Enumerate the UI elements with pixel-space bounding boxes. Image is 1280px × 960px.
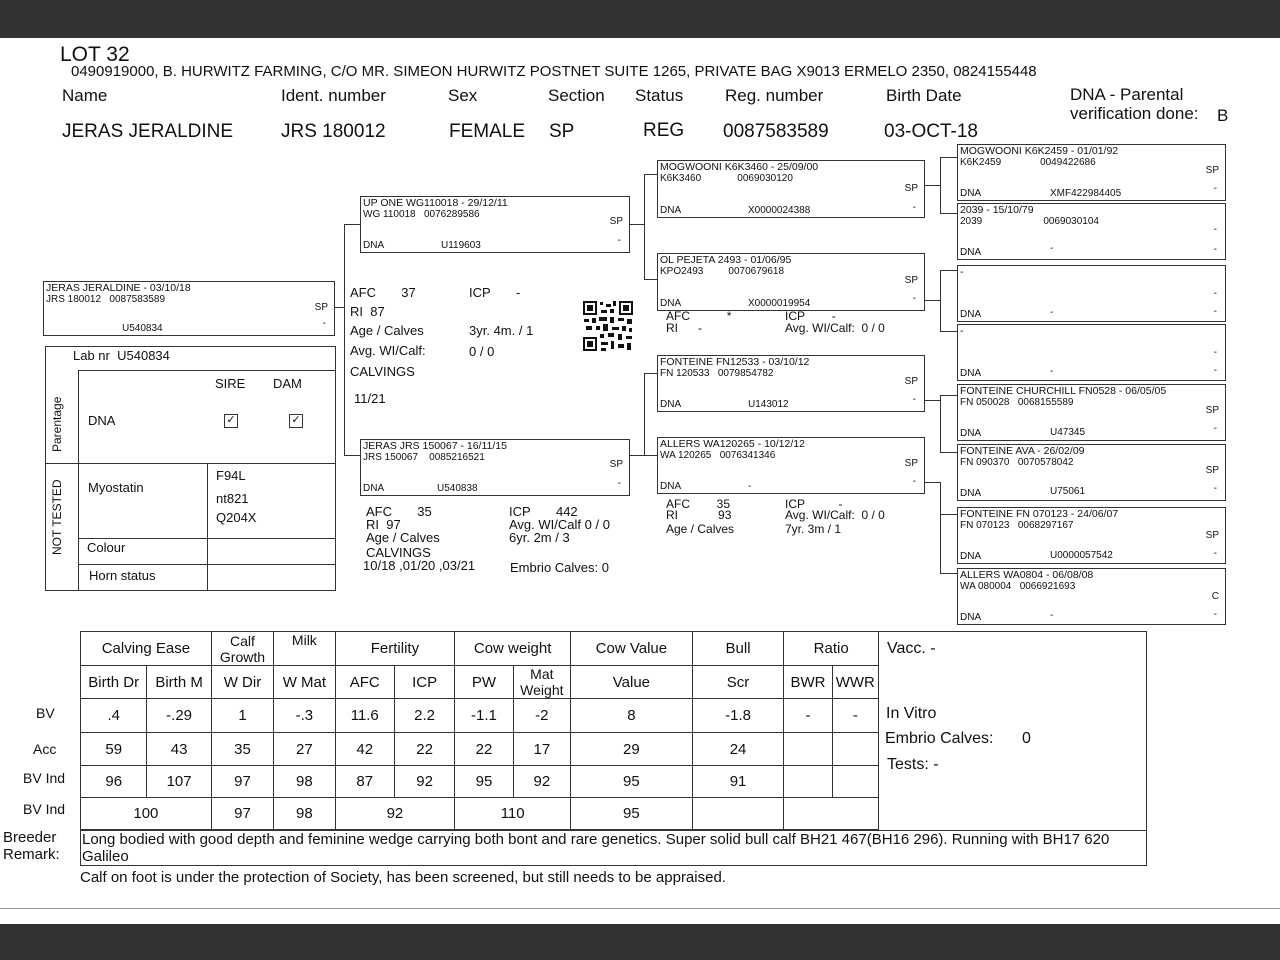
- dam-section: SP: [609, 459, 623, 470]
- sdd-box: [957, 324, 1226, 381]
- side-embrio-label: Embrio Calves:: [885, 730, 994, 747]
- sd-title: OL PEJETA 2493 - 01/06/95: [660, 254, 792, 266]
- acc-cell: 43: [147, 733, 211, 766]
- self-dash: -: [322, 318, 326, 329]
- bvind2-cell: 98: [274, 798, 335, 830]
- dam-icp: ICP 442: [509, 504, 578, 519]
- bottom-rule: [0, 908, 1280, 909]
- dds-dash: -: [1213, 548, 1217, 559]
- horn-label: Horn status: [89, 568, 156, 583]
- sub-w-mat: W Mat: [274, 666, 335, 699]
- lot-number: LOT 32: [60, 43, 130, 66]
- ss-dash: -: [912, 202, 916, 213]
- dds-box: [957, 507, 1226, 564]
- ssd-dna-value: -: [1050, 243, 1054, 254]
- self-icp: ICP -: [469, 285, 521, 300]
- sss-section: SP: [1205, 165, 1219, 176]
- myostatin-nt821: nt821: [216, 491, 249, 506]
- dd-dash: -: [912, 476, 916, 487]
- self-afc: AFC 37: [350, 285, 416, 300]
- bottom-bar: [0, 924, 1280, 960]
- dd-afc: AFC 35: [666, 497, 731, 511]
- ssd-dash: -: [1213, 224, 1217, 235]
- dds-ident: FN 070123 0068297167: [960, 520, 1074, 531]
- sd-afc: AFC *: [666, 309, 732, 323]
- animal-status: REG: [643, 120, 685, 141]
- ssd-title: 2039 - 15/10/79: [960, 204, 1034, 216]
- bv-cell: -1.1: [455, 699, 513, 733]
- sub-pw: PW: [455, 666, 513, 699]
- bvind-cell: 96: [81, 766, 147, 798]
- dam-title: JERAS JRS 150067 - 16/11/15: [363, 440, 507, 452]
- dd-box: [657, 437, 925, 494]
- bvind-cell: 87: [335, 766, 394, 798]
- sub-bwr: BWR: [784, 666, 832, 699]
- sd-dna-value: X0000019954: [748, 298, 811, 309]
- dam-dna-label: DNA: [363, 483, 385, 494]
- ssd-dna-label: DNA: [960, 247, 982, 258]
- ds-title: FONTEINE FN12533 - 03/10/12: [660, 356, 810, 368]
- dd-dna-label: DNA: [660, 481, 682, 492]
- bvind-cell: 95: [455, 766, 513, 798]
- sdd-dna-label: DNA: [960, 368, 982, 379]
- acc-row: [81, 733, 879, 766]
- self-wi-label: Avg. WI/Calf:: [350, 343, 426, 358]
- header-birth: Birth Date: [886, 86, 962, 105]
- acc-cell: 22: [455, 733, 513, 766]
- dd-age-label: Age / Calves: [666, 522, 735, 536]
- bv-table: [80, 631, 879, 830]
- header-name: Name: [62, 86, 108, 105]
- dam-dna-checkbox: ✓: [289, 414, 303, 428]
- bvind2-cell: [692, 798, 784, 830]
- header-status: Status: [635, 86, 684, 105]
- ds-section: SP: [904, 376, 918, 387]
- dsd-dash: -: [1213, 483, 1217, 494]
- verification-value: B: [1217, 106, 1229, 125]
- dam-dna-value: U540838: [437, 483, 478, 494]
- side-embrio-value: 0: [1022, 730, 1031, 747]
- bvind-cell: [784, 766, 832, 798]
- dss-dna-value: U47345: [1050, 427, 1086, 438]
- sub-mat-weight: Mat Weight: [513, 666, 570, 699]
- sub-icp: ICP: [394, 666, 454, 699]
- ssd-dash-2: -: [1213, 244, 1217, 255]
- self-calvings-value: 11/21: [354, 391, 386, 406]
- bvind2-cell: 97: [211, 798, 273, 830]
- self-age-value: 3yr. 4m. / 1: [469, 323, 534, 338]
- ddd-box: [957, 568, 1226, 625]
- animal-birth: 03-OCT-18: [884, 121, 978, 142]
- group-fertility: Fertility: [335, 632, 455, 666]
- sire-ident: WG 110018 0076289586: [363, 209, 480, 220]
- bvind2-cell: 95: [571, 798, 693, 830]
- sd-ri: RI -: [666, 321, 703, 335]
- ddd-dna-label: DNA: [960, 612, 982, 623]
- bvind2-cell: 92: [335, 798, 455, 830]
- ds-dash: -: [912, 394, 916, 405]
- sire-label: SIRE: [215, 376, 246, 391]
- bv-cell: 1: [211, 699, 273, 733]
- acc-cell: 27: [274, 733, 335, 766]
- sdd-title: -: [960, 325, 964, 337]
- remark-label-1: Breeder: [3, 829, 57, 846]
- sss-dna-value: XMF422984405: [1050, 188, 1122, 199]
- acc-cell: 24: [692, 733, 784, 766]
- sire-section: SP: [609, 216, 623, 227]
- myostatin-q204x: Q204X: [216, 510, 257, 525]
- sds-dash: -: [1213, 288, 1217, 299]
- sd-box: [657, 253, 925, 311]
- acc-cell: 59: [81, 733, 147, 766]
- self-calvings-label: CALVINGS: [350, 364, 415, 379]
- ddd-title: ALLERS WA0804 - 06/08/08: [960, 569, 1094, 581]
- sss-dash: -: [1213, 183, 1217, 194]
- ss-dna-label: DNA: [660, 205, 682, 216]
- header-dna-parental: DNA - Parental: [1070, 85, 1184, 104]
- ssd-ident: 2039 0069030104: [960, 216, 1099, 227]
- dam-box: [360, 439, 630, 496]
- animal-ident: JRS 180012: [281, 121, 386, 142]
- bv-cell: -1.8: [692, 699, 784, 733]
- dsd-dna-label: DNA: [960, 488, 982, 499]
- dam-dash: -: [617, 478, 621, 489]
- group-milk: Milk: [274, 632, 335, 666]
- dam-calvings-label: CALVINGS: [366, 545, 431, 560]
- group-cow-value: Cow Value: [571, 632, 693, 666]
- sire-box: [360, 196, 630, 253]
- bvind-row: [81, 766, 879, 798]
- sss-ident: K6K2459 0049422686: [960, 157, 1096, 168]
- group-cow-weight: Cow weight: [455, 632, 571, 666]
- dss-section: SP: [1205, 405, 1219, 416]
- self-wi-value: 0 / 0: [469, 344, 495, 359]
- parentage-label: Parentage: [50, 396, 64, 452]
- sd-dna-label: DNA: [660, 298, 682, 309]
- dam-age-value: 6yr. 2m / 3: [509, 530, 570, 545]
- sire-dna-checkbox: ✓: [224, 414, 238, 428]
- dam-wi: Avg. WI/Calf 0 / 0: [509, 517, 610, 532]
- dam-ident: JRS 150067 0085216521: [363, 452, 485, 463]
- header-section: Section: [548, 86, 605, 105]
- bv-cell: -: [784, 699, 832, 733]
- sds-title: -: [960, 266, 964, 278]
- dds-dna-value: U0000057542: [1050, 550, 1113, 561]
- header-ident: Ident. number: [281, 86, 386, 105]
- sss-box: [957, 144, 1226, 201]
- bvind2-row: [81, 798, 879, 830]
- dsd-dna-value: U75061: [1050, 486, 1086, 497]
- ss-dna-value: X0000024388: [748, 205, 811, 216]
- acc-cell: [784, 733, 832, 766]
- self-age-label: Age / Calves: [350, 323, 424, 338]
- sds-dash-2: -: [1213, 306, 1217, 317]
- group-ratio: Ratio: [784, 632, 879, 666]
- ds-dna-value: U143012: [748, 399, 789, 410]
- dss-dna-label: DNA: [960, 428, 982, 439]
- row-label-acc: Acc: [33, 741, 57, 757]
- animal-name: JERAS JERALDINE: [62, 121, 234, 142]
- self-title: JERAS JERALDINE - 03/10/18: [46, 282, 191, 294]
- sss-title: MOGWOONI K6K2459 - 01/01/92: [960, 145, 1119, 157]
- sds-dna-value: -: [1050, 307, 1054, 318]
- acc-cell: 22: [394, 733, 454, 766]
- dds-dna-label: DNA: [960, 551, 982, 562]
- bvind2-cell: [784, 798, 879, 830]
- sds-box: [957, 265, 1226, 322]
- ddd-dna-value: -: [1050, 610, 1054, 621]
- ss-section: SP: [904, 183, 918, 194]
- ddd-dash: -: [1213, 609, 1217, 620]
- dam-afc: AFC 35: [366, 504, 432, 519]
- bv-cell: -: [832, 699, 878, 733]
- dam-calvings-value: 10/18 ,01/20 ,03/21: [363, 558, 476, 573]
- header-reg: Reg. number: [725, 86, 824, 105]
- top-bar: [0, 0, 1280, 38]
- dd-age-value: 7yr. 3m / 1: [785, 522, 842, 536]
- self-ident: JRS 180012 0087583589: [46, 294, 166, 305]
- ss-ident: K6K3460 0069030120: [660, 173, 793, 184]
- sub-value: Value: [571, 666, 693, 699]
- sire-title: UP ONE WG110018 - 29/12/11: [363, 197, 508, 209]
- bv-cell: -.3: [274, 699, 335, 733]
- not-tested-label: NOT TESTED: [50, 479, 64, 555]
- group-calf-growth: Calf Growth: [211, 632, 273, 666]
- sdd-dna-value: -: [1050, 366, 1054, 377]
- remark-label-2: Remark:: [3, 846, 60, 863]
- ds-box: [657, 355, 925, 412]
- sdd-dash: -: [1213, 347, 1217, 358]
- owner-line: 0490919000, B. HURWITZ FARMING, C/O MR. SIMEON HURWITZ POSTNET SUITE 1265, PRIVATE BAG X9013 ERMELO 2350, 0824155448: [71, 63, 1037, 80]
- sd-wi: Avg. WI/Calf: 0 / 0: [785, 321, 885, 335]
- dam-embrio: Embrio Calves: 0: [510, 560, 609, 575]
- bvind-cell: 91: [692, 766, 784, 798]
- bvind-cell: 92: [394, 766, 454, 798]
- dd-section: SP: [904, 458, 918, 469]
- sd-section: SP: [904, 275, 918, 286]
- bv-cell: 11.6: [335, 699, 394, 733]
- acc-cell: 17: [513, 733, 570, 766]
- dsd-section: SP: [1205, 465, 1219, 476]
- dam-ri: RI 97: [366, 517, 401, 532]
- dd-wi: Avg. WI/Calf: 0 / 0: [785, 508, 885, 522]
- bv-cell: .4: [81, 699, 147, 733]
- self-dna-value: U540834: [122, 323, 163, 334]
- bv-cell: 2.2: [394, 699, 454, 733]
- animal-reg: 0087583589: [723, 121, 829, 142]
- myostatin-label: Myostatin: [88, 480, 144, 495]
- vacc-label: Vacc. -: [887, 640, 936, 657]
- bvind2-cell: 100: [81, 798, 212, 830]
- bvind-cell: 107: [147, 766, 211, 798]
- bvind-cell: 97: [211, 766, 273, 798]
- row-label-bv: BV: [36, 705, 55, 721]
- ddd-ident: WA 080004 0066921693: [960, 581, 1076, 592]
- ddd-section: C: [1211, 591, 1219, 602]
- ssd-box: [957, 203, 1226, 260]
- dss-box: [957, 384, 1226, 441]
- acc-cell: 42: [335, 733, 394, 766]
- bvind2-cell: 110: [455, 798, 571, 830]
- sds-dna-label: DNA: [960, 309, 982, 320]
- self-pedigree-box: [43, 281, 335, 336]
- lab-nr: Lab nr U540834: [73, 348, 170, 363]
- sd-dash: -: [912, 293, 916, 304]
- acc-cell: [832, 733, 878, 766]
- group-bull: Bull: [692, 632, 784, 666]
- dd-title: ALLERS WA120265 - 10/12/12: [660, 438, 805, 450]
- self-section: SP: [314, 302, 328, 313]
- ss-box: [657, 160, 925, 218]
- dds-title: FONTEINE FN 070123 - 24/06/07: [960, 508, 1119, 520]
- dss-ident: FN 050028 0068155589: [960, 397, 1074, 408]
- dsd-box: [957, 444, 1226, 501]
- in-vitro-label: In Vitro: [886, 705, 937, 722]
- dd-ri: RI 93: [666, 508, 732, 522]
- myostatin-f94l: F94L: [216, 468, 246, 483]
- dam-label: DAM: [273, 376, 302, 391]
- sub-scr: Scr: [692, 666, 784, 699]
- sub-birth-dr: Birth Dr: [81, 666, 147, 699]
- dna-label: DNA: [88, 413, 116, 428]
- row-label-bvind-2: BV Ind: [23, 801, 66, 817]
- row-label-bvind: BV Ind: [23, 770, 66, 786]
- sd-icp: ICP -: [785, 309, 836, 323]
- bv-cell: -2: [513, 699, 570, 733]
- dds-section: SP: [1205, 530, 1219, 541]
- animal-section: SP: [549, 121, 575, 142]
- bvind-cell: 95: [571, 766, 693, 798]
- qr-code: [582, 300, 634, 352]
- footer-note: Calf on foot is under the protection of Society, has been screened, but still needs to be appraised.: [80, 869, 726, 886]
- colour-label: Colour: [87, 540, 126, 555]
- bv-cell: 8: [571, 699, 693, 733]
- sub-afc: AFC: [335, 666, 394, 699]
- sub-wwr: WWR: [832, 666, 878, 699]
- ds-dna-label: DNA: [660, 399, 682, 410]
- acc-cell: 29: [571, 733, 693, 766]
- sd-ident: KPO2493 0070679618: [660, 266, 785, 277]
- header-sex: Sex: [448, 86, 478, 105]
- tests-label: Tests: -: [887, 756, 939, 773]
- bvind-cell: [832, 766, 878, 798]
- header-verification: verification done:: [1070, 104, 1199, 123]
- sub-birth-m: Birth M: [147, 666, 211, 699]
- dd-icp: ICP -: [785, 497, 843, 511]
- dsd-ident: FN 090370 0070578042: [960, 457, 1074, 468]
- bv-row: [81, 699, 879, 733]
- bvind-cell: 98: [274, 766, 335, 798]
- bv-cell: -.29: [147, 699, 211, 733]
- dam-age-label: Age / Calves: [366, 530, 440, 545]
- ds-ident: FN 120533 0079854782: [660, 368, 774, 379]
- animal-sex: FEMALE: [449, 121, 526, 142]
- sdd-dash-2: -: [1213, 365, 1217, 376]
- dd-ident: WA 120265 0076341346: [660, 450, 776, 461]
- sss-dna-label: DNA: [960, 188, 982, 199]
- dss-dash: -: [1213, 423, 1217, 434]
- sire-dna-value: U119603: [441, 240, 481, 251]
- acc-cell: 35: [211, 733, 273, 766]
- dd-dna-value: -: [748, 481, 752, 492]
- sire-dna-label: DNA: [363, 240, 385, 251]
- self-ri: RI 87: [350, 304, 385, 319]
- remark-text: Long bodied with good depth and feminine wedge carrying both bont and rare genetics. Super solid bull calf BH21 467(BH16 296). Running with BH17 620 Galileo: [82, 831, 1110, 865]
- ss-title: MOGWOONI K6K3460 - 25/09/00: [660, 161, 819, 173]
- bvind-cell: 92: [513, 766, 570, 798]
- sire-dash: -: [617, 235, 621, 246]
- sub-w-dir: W Dir: [211, 666, 273, 699]
- dsd-title: FONTEINE AVA - 26/02/09: [960, 445, 1085, 457]
- dss-title: FONTEINE CHURCHILL FN0528 - 06/05/05: [960, 385, 1167, 397]
- group-calving-ease: Calving Ease: [81, 632, 212, 666]
